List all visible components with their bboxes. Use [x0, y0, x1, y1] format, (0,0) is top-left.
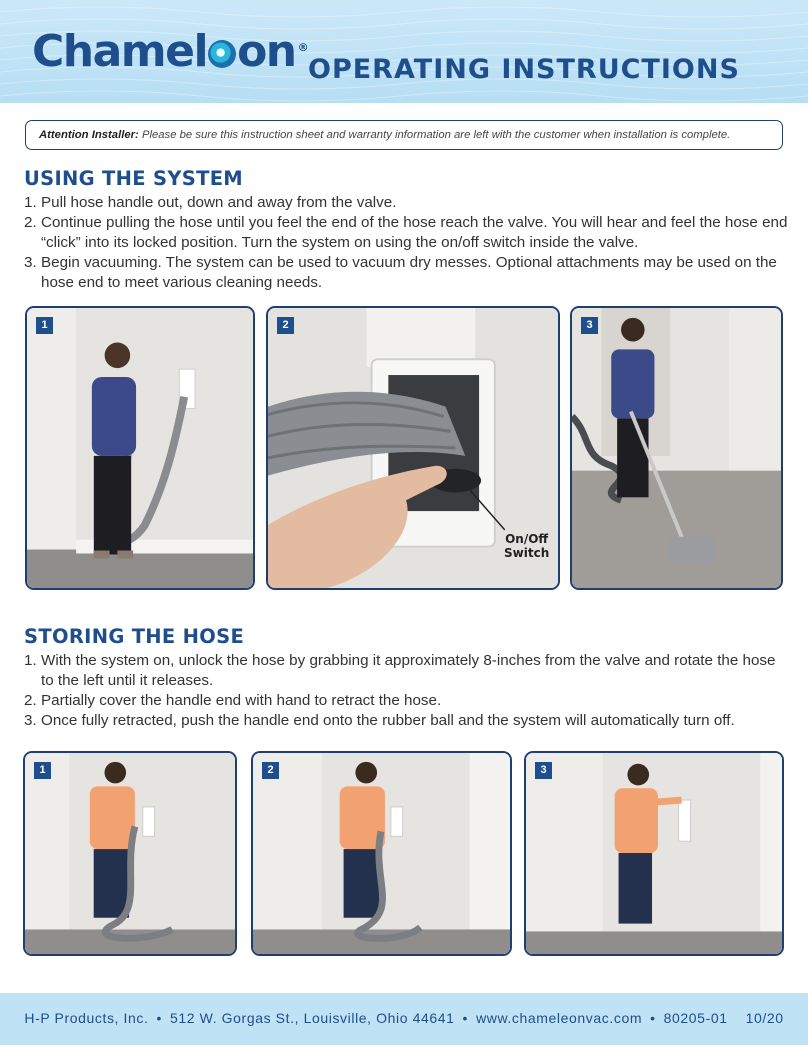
revision-date: 10/20 — [745, 1010, 784, 1026]
photo-hose-stored — [524, 751, 784, 956]
attention-text: Please be sure this instruction sheet and warranty information are left with the customer when installation is complete. — [141, 129, 731, 141]
separator: • — [462, 1010, 469, 1026]
using-heading: USING THE SYSTEM — [24, 167, 244, 190]
using-steps-list — [24, 193, 789, 293]
company-address: 512 W. Gorgas St., Louisville, Ohio 44641 — [170, 1010, 455, 1026]
photo-vacuuming — [570, 306, 783, 590]
photo-pull-hose — [25, 306, 255, 590]
list-item: 3. Begin vacuuming. The system can be used to vacuum dry messes. Optional attachments may be used on the hose end to meet various cleaning needs. — [24, 254, 777, 291]
attention-notice — [25, 120, 783, 150]
company-name: H-P Products, Inc. — [24, 1010, 149, 1026]
on-off-switch-callout: On/Off Switch — [504, 532, 550, 560]
footer-bar — [0, 993, 808, 1045]
photo-unlock-hose — [23, 751, 237, 956]
separator: • — [156, 1010, 163, 1026]
step-badge: 1 — [36, 317, 53, 334]
photo-retract-hose — [251, 751, 512, 956]
chameleon-eye-icon — [208, 40, 236, 68]
step-badge: 1 — [34, 762, 51, 779]
attention-label: Attention Installer: — [39, 129, 139, 141]
step-badge: 2 — [277, 317, 294, 334]
list-item: 3. Once fully retracted, push the handle end onto the rubber ball and the system will automatically turn off. — [24, 712, 735, 729]
step-badge: 3 — [535, 762, 552, 779]
part-number: 80205-01 — [663, 1010, 728, 1026]
list-item: 1. Pull hose handle out, down and away from the valve. — [24, 194, 397, 211]
step-badge: 3 — [581, 317, 598, 334]
list-item: 2. Partially cover the handle end with hand to retract the hose. — [24, 692, 442, 709]
list-item: 2. Continue pulling the hose until you feel the end of the hose reach the valve. You will hear and feel the hose end “click” into its locked position. Turn the system on using the on/off switch inside the valve. — [24, 214, 788, 251]
chameleon-logo: Chamel on ® — [32, 26, 309, 77]
step-badge: 2 — [262, 762, 279, 779]
list-item: 1. With the system on, unlock the hose by grabbing it approximately 8-inches from the valve and rotate the hose to the left until it releases. — [24, 652, 776, 689]
page-title: OPERATING INSTRUCTIONS — [308, 54, 740, 85]
website-link[interactable]: www.chameleonvac.com — [476, 1010, 643, 1026]
photo-on-off-switch — [266, 306, 560, 590]
storing-steps-list — [24, 651, 789, 731]
separator: • — [650, 1010, 656, 1026]
storing-heading: STORING THE HOSE — [24, 625, 245, 648]
footer-info — [0, 1010, 808, 1026]
header-banner — [0, 0, 808, 103]
